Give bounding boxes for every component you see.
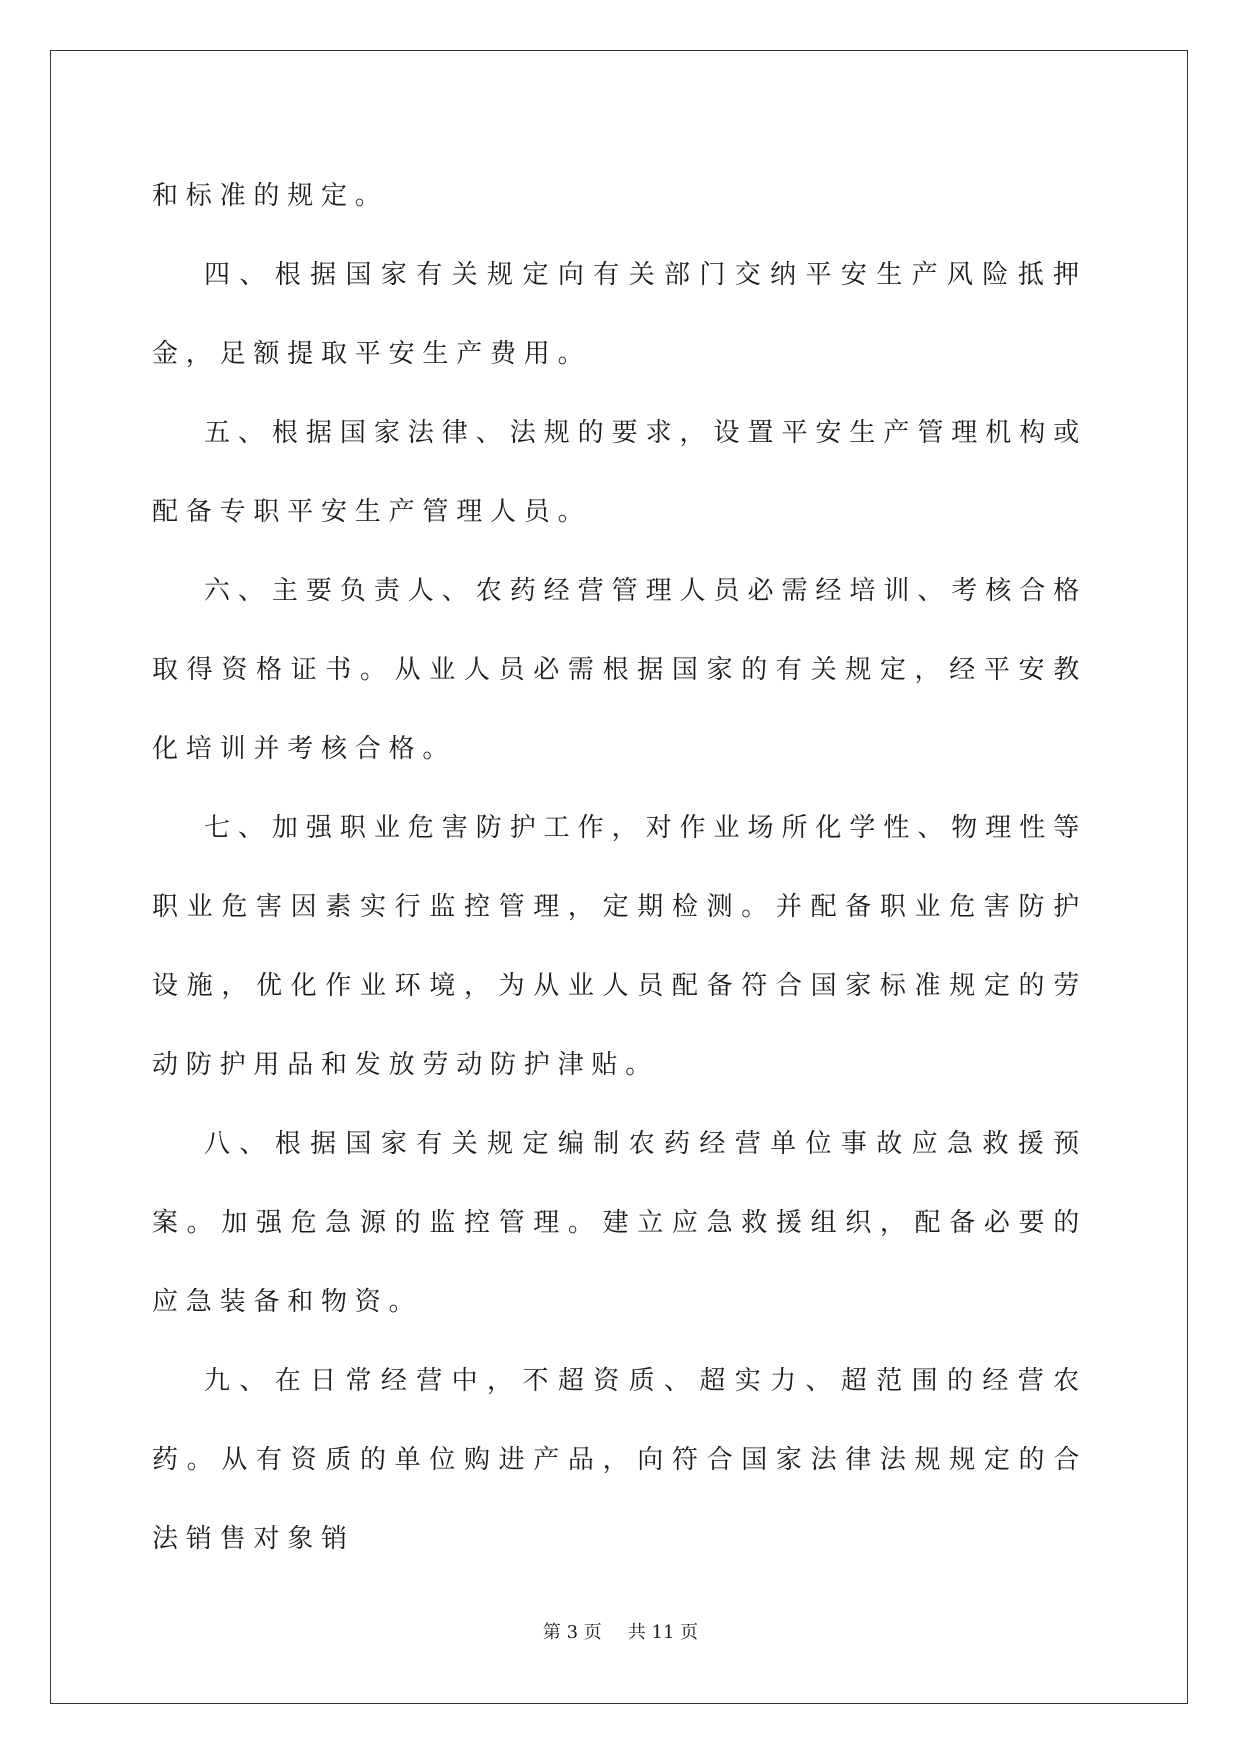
paragraph-item-4: 四、根据国家有关规定向有关部门交纳平安生产风险抵押金，足额提取平安生产费用。 <box>152 260 1087 369</box>
paragraph-item-8: 八、根据国家有关规定编制农药经营单位事故应急救援预案。加强危急源的监控管理。建立应急救援组织，配备必要的应急装备和物资。 <box>152 1129 1087 1317</box>
paragraph-continuation: 和标准的规定。 <box>152 181 389 211</box>
page-total: 共 11 页 <box>627 1622 699 1643</box>
paragraph-item-9: 九、在日常经营中，不超资质、超实力、超范围的经营农药。从有资质的单位购进产品，向符合国家法律法规规定的合法销售对象销 <box>152 1366 1087 1554</box>
paragraph-item-6: 六、主要负责人、农药经营管理人员必需经培训、考核合格取得资格证书。从业人员必需根据国家的有关规定，经平安教化培训并考核合格。 <box>152 576 1087 764</box>
paragraph-item-5: 五、根据国家法律、法规的要求，设置平安生产管理机构或配备专职平安生产管理人员。 <box>152 418 1087 527</box>
paragraph-item-7: 七、加强职业危害防护工作，对作业场所化学性、物理性等职业危害因素实行监控管理，定期检测。并配备职业危害防护设施，优化作业环境，为从业人员配备符合国家标准规定的劳动防护用品和发放劳动防护津贴。 <box>152 813 1087 1080</box>
page-footer <box>0 1618 1241 1644</box>
page-number: 第 3 页 <box>542 1622 602 1643</box>
document-body <box>152 157 1087 1579</box>
